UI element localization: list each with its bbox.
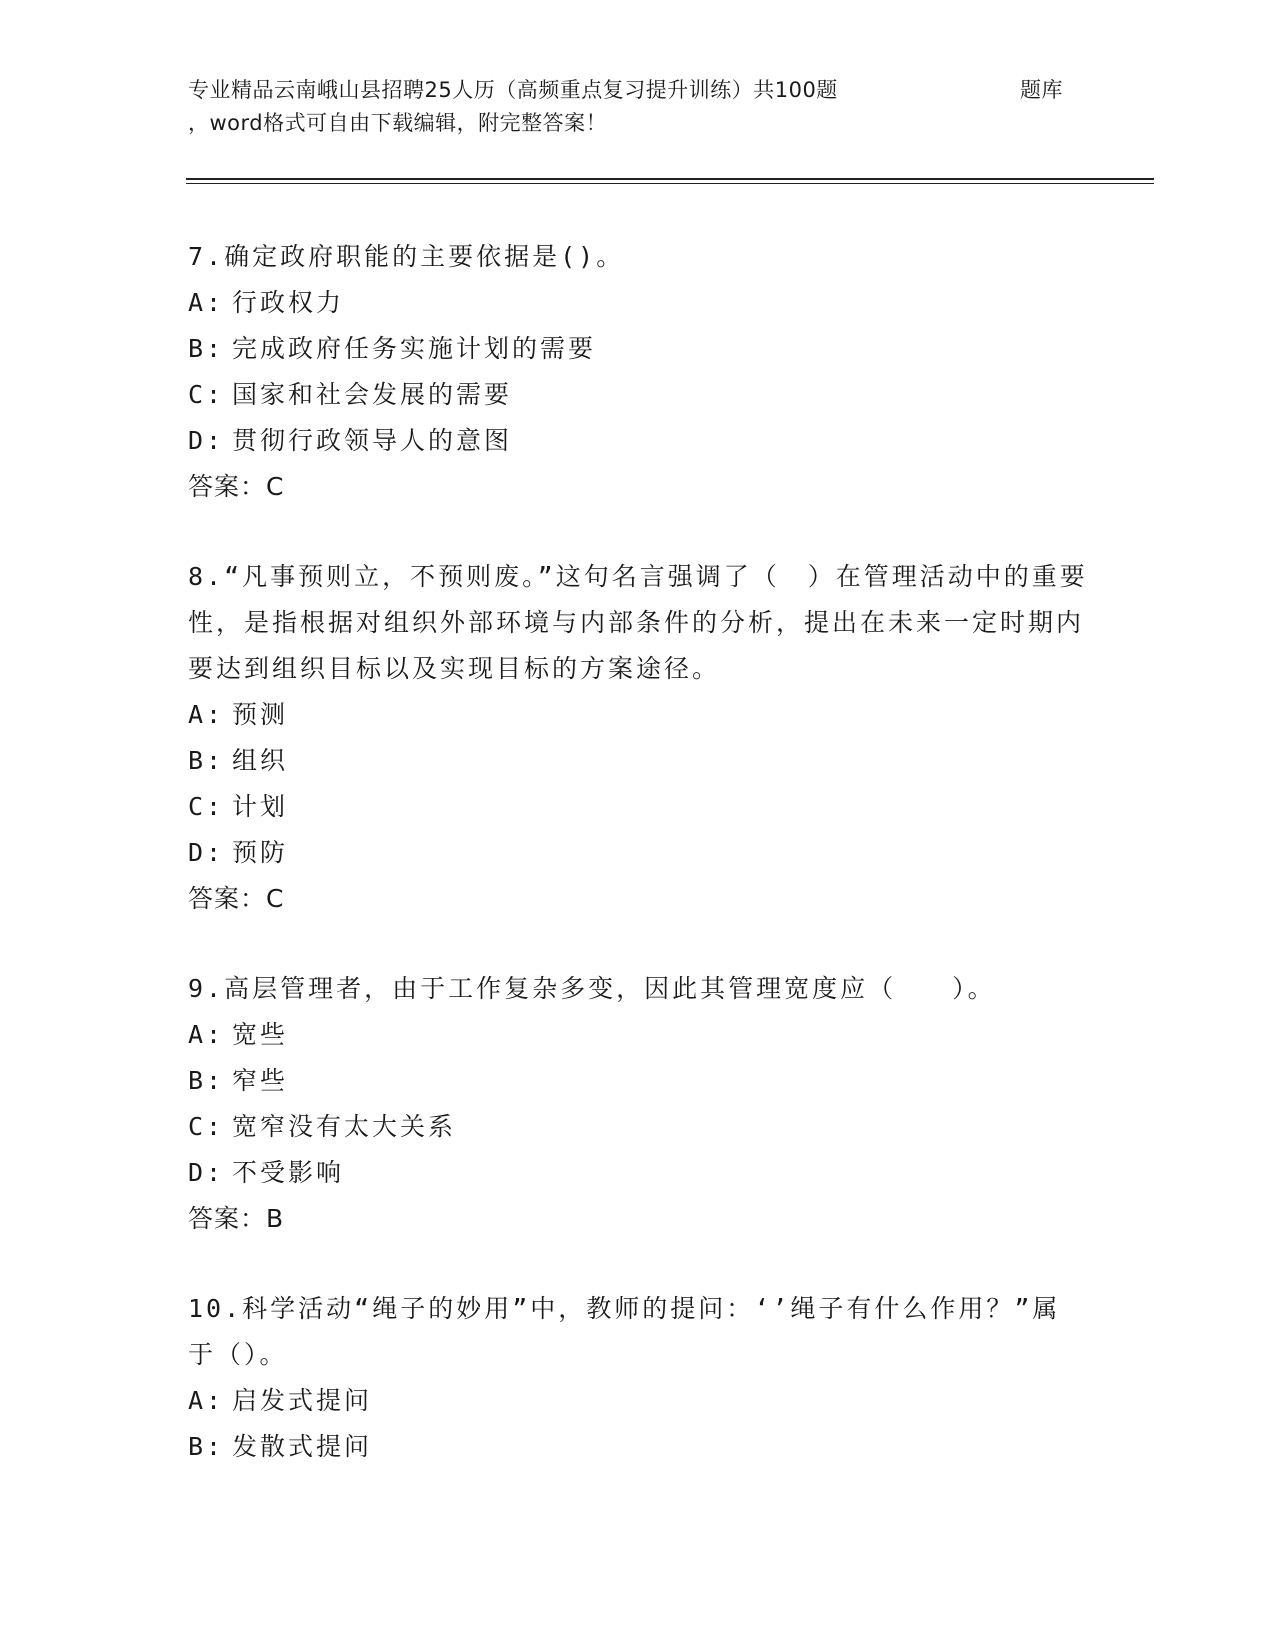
- option-text: 发散式提问: [232, 1432, 373, 1461]
- question-list: [188, 234, 1088, 1514]
- header-rule-thick: [186, 178, 1154, 180]
- option-b: [188, 738, 1088, 784]
- option-text: 不受影响: [232, 1158, 345, 1187]
- option-a: [188, 280, 1088, 326]
- answer-line: 答案：C: [188, 884, 285, 913]
- option-c: [188, 372, 1088, 418]
- option-letter: B:: [188, 1432, 225, 1461]
- question-stem: 8.“凡事预则立，不预则废。”这句名言强调了（ ）在管理活动中的重要性，是指根据对组织外部环境与内部条件的分析，提出在未来一定时期内要达到组织目标以及实现目标的方案途径。: [188, 562, 1088, 683]
- question-7: [188, 234, 1088, 510]
- option-letter: D:: [188, 426, 225, 455]
- header-line-1: [188, 74, 1088, 107]
- option-letter: A:: [188, 700, 225, 729]
- option-letter: C:: [188, 380, 225, 409]
- option-text: 宽窄没有太大关系: [232, 1112, 457, 1141]
- option-letter: A:: [188, 1386, 225, 1415]
- option-letter: B:: [188, 746, 225, 775]
- option-text: 计划: [232, 792, 289, 821]
- question-10: [188, 1286, 1088, 1470]
- option-d: [188, 1150, 1088, 1196]
- option-letter: C:: [188, 792, 225, 821]
- option-text: 启发式提问: [232, 1386, 373, 1415]
- option-letter: B:: [188, 334, 225, 363]
- option-text: 行政权力: [232, 288, 345, 317]
- header-tiku: 题库: [1020, 78, 1063, 102]
- option-a: [188, 1378, 1088, 1424]
- answer-line: 答案：C: [188, 472, 285, 501]
- question-9: [188, 966, 1088, 1242]
- question-8: [188, 554, 1088, 922]
- option-text: 国家和社会发展的需要: [232, 380, 513, 409]
- option-b: [188, 1058, 1088, 1104]
- option-text: 组织: [232, 746, 289, 775]
- option-b: [188, 326, 1088, 372]
- option-letter: A:: [188, 1020, 225, 1049]
- question-stem: 7.确定政府职能的主要依据是()。: [188, 242, 625, 271]
- option-text: 完成政府任务实施计划的需要: [232, 334, 597, 363]
- option-d: [188, 418, 1088, 464]
- option-c: [188, 784, 1088, 830]
- option-b: [188, 1424, 1088, 1470]
- document-header: [188, 74, 1088, 140]
- option-text: 预测: [232, 700, 289, 729]
- option-letter: A:: [188, 288, 225, 317]
- header-title: 专业精品云南峨山县招聘25人历（高频重点复习提升训练）共100题: [188, 78, 838, 102]
- answer-line: 答案：B: [188, 1204, 285, 1233]
- option-a: [188, 1012, 1088, 1058]
- option-c: [188, 1104, 1088, 1150]
- option-text: 预防: [232, 838, 289, 867]
- question-stem: 9.高层管理者，由于工作复杂多变，因此其管理宽度应（ ）。: [188, 974, 996, 1003]
- option-letter: D:: [188, 838, 225, 867]
- option-letter: C:: [188, 1112, 225, 1141]
- question-stem: 10.科学活动“绳子的妙用”中，教师的提问：‘’绳子有什么作用？”属于（）。: [188, 1294, 1061, 1369]
- option-text: 贯彻行政领导人的意图: [232, 426, 513, 455]
- option-d: [188, 830, 1088, 876]
- option-letter: D:: [188, 1158, 225, 1187]
- option-a: [188, 692, 1088, 738]
- option-letter: B:: [188, 1066, 225, 1095]
- header-rule-thin: [186, 183, 1154, 184]
- option-text: 宽些: [232, 1020, 289, 1049]
- option-text: 窄些: [232, 1066, 289, 1095]
- header-line-2: ，word格式可自由下载编辑，附完整答案！: [188, 111, 608, 135]
